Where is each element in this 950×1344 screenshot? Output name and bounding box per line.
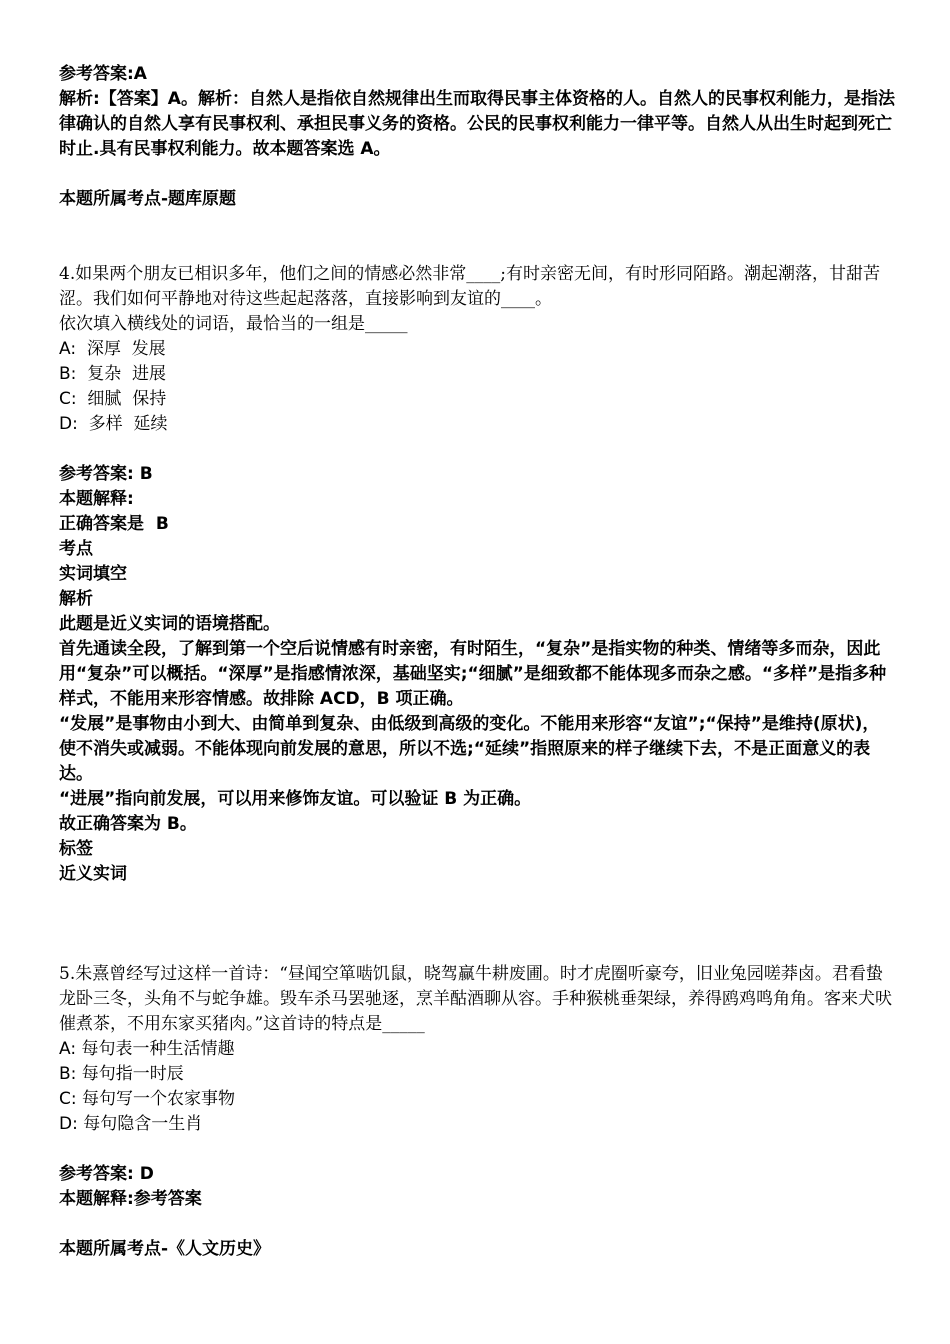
- q5-option-a: [59, 1037, 895, 1062]
- question-4: [59, 262, 895, 887]
- q4-kaodian: 实词填空: [59, 564, 127, 584]
- q5-answer: 参考答案: D: [59, 1164, 154, 1184]
- option-text: 多样 延续: [88, 414, 168, 434]
- q4-analysis-3: “发展”是事物由小到大、由简单到复杂、由低级到高级的变化。不能用来形容“友谊”;“保持”是维持(原状)，使不消失或减弱。不能体现向前发展的意思，所以不选;“延续”指照原来的样子继续下去，不是正面意义的表达。: [59, 714, 880, 784]
- q5-option-b: [59, 1062, 895, 1087]
- q3-explanation: 解析:【答案】A。解析：自然人是指依自然规律出生而取得民事主体资格的人。自然人的民事权利能力，是指法律确认的自然人享有民事权利、承担民事义务的资格。公民的民事权利能力一律平等。自然人从出生时起到死亡时止.具有民事权利能力。故本题答案选 A。: [59, 89, 895, 159]
- q4-analysis-5: 故正确答案为 B。: [59, 814, 197, 834]
- q5-category: 本题所属考点-《人文历史》: [59, 1239, 271, 1259]
- q4-analysis-4: “进展”指向前发展，可以用来修饰友谊。可以验证 B 为正确。: [59, 789, 532, 809]
- option-key: A:: [59, 339, 77, 359]
- q4-correct: 正确答案是 B: [59, 514, 169, 534]
- q4-tag-label: 标签: [59, 839, 93, 859]
- option-key: C:: [59, 389, 77, 409]
- q5-option-d: [59, 1112, 895, 1137]
- q4-option-d: [59, 412, 895, 437]
- option-text: 每句表一种生活情趣: [76, 1039, 235, 1059]
- q4-explain-title: 本题解释:: [59, 489, 134, 509]
- q5-explain: 本题解释:参考答案: [59, 1189, 202, 1209]
- option-key: D:: [59, 1114, 78, 1134]
- q5-stem: 5.朱熹曾经写过这样一首诗：“昼闻空箪啮饥鼠，晓驾赢牛耕废圃。时才虎圈听豪夸，旧业兔园嗟莽卤。君看蛰龙卧三冬，头角不与蛇争雄。毁车杀马罢驰逐，烹羊酤酒聊从容。手种猴桃垂架绿，养得鸥鸡鸣角角。客来犬吠催煮茶，不用东家买猪肉。”这首诗的特点是_____: [59, 964, 892, 1034]
- option-key: C:: [59, 1089, 77, 1109]
- option-text: 每句隐含一生肖: [77, 1114, 203, 1134]
- q4-instruction: 依次填入横线处的词语，最恰当的一组是_____: [59, 314, 408, 334]
- q4-jiexi-label: 解析: [59, 589, 93, 609]
- question-5: [59, 962, 895, 1262]
- option-text: 复杂 进展: [87, 364, 167, 384]
- option-key: B:: [59, 364, 77, 384]
- option-key: D:: [59, 414, 78, 434]
- document-page: [59, 62, 895, 1262]
- q4-analysis-1: 此题是近义实词的语境搭配。: [59, 614, 280, 634]
- q4-kaodian-label: 考点: [59, 539, 93, 559]
- option-text: 每句指一时辰: [76, 1064, 184, 1084]
- option-text: 深厚 发展: [86, 339, 166, 359]
- q4-option-c: [59, 387, 895, 412]
- q4-option-b: [59, 362, 895, 387]
- q4-stem: 4.如果两个朋友已相识多年，他们之间的情感必然非常____;有时亲密无间，有时形同陌路。潮起潮落，甘甜苦涩。我们如何平静地对待这些起起落落，直接影响到友谊的____。: [59, 264, 880, 309]
- option-key: B:: [59, 1064, 77, 1084]
- q4-option-a: [59, 337, 895, 362]
- option-text: 细腻 保持: [87, 389, 167, 409]
- q3-answer: 参考答案:A: [59, 64, 147, 84]
- q4-answer: 参考答案: B: [59, 464, 153, 484]
- q4-tag: 近义实词: [59, 864, 127, 884]
- q3-category: 本题所属考点-题库原题: [59, 189, 237, 209]
- option-text: 每句写一个农家事物: [76, 1089, 236, 1109]
- question-3-answer-block: [59, 62, 895, 212]
- option-key: A:: [59, 1039, 77, 1059]
- q4-analysis-2: 首先通读全段，了解到第一个空后说情感有时亲密，有时陌生，“复杂”是指实物的种类、情绪等多而杂，因此用“复杂”可以概括。“深厚”是指感情浓深，基础坚实;“细腻”是细致都不能体现多而杂之感。“多样”是指多种样式，不能用来形容情感。故排除 ACD，B 项正确。: [59, 639, 887, 709]
- q5-option-c: [59, 1087, 895, 1112]
